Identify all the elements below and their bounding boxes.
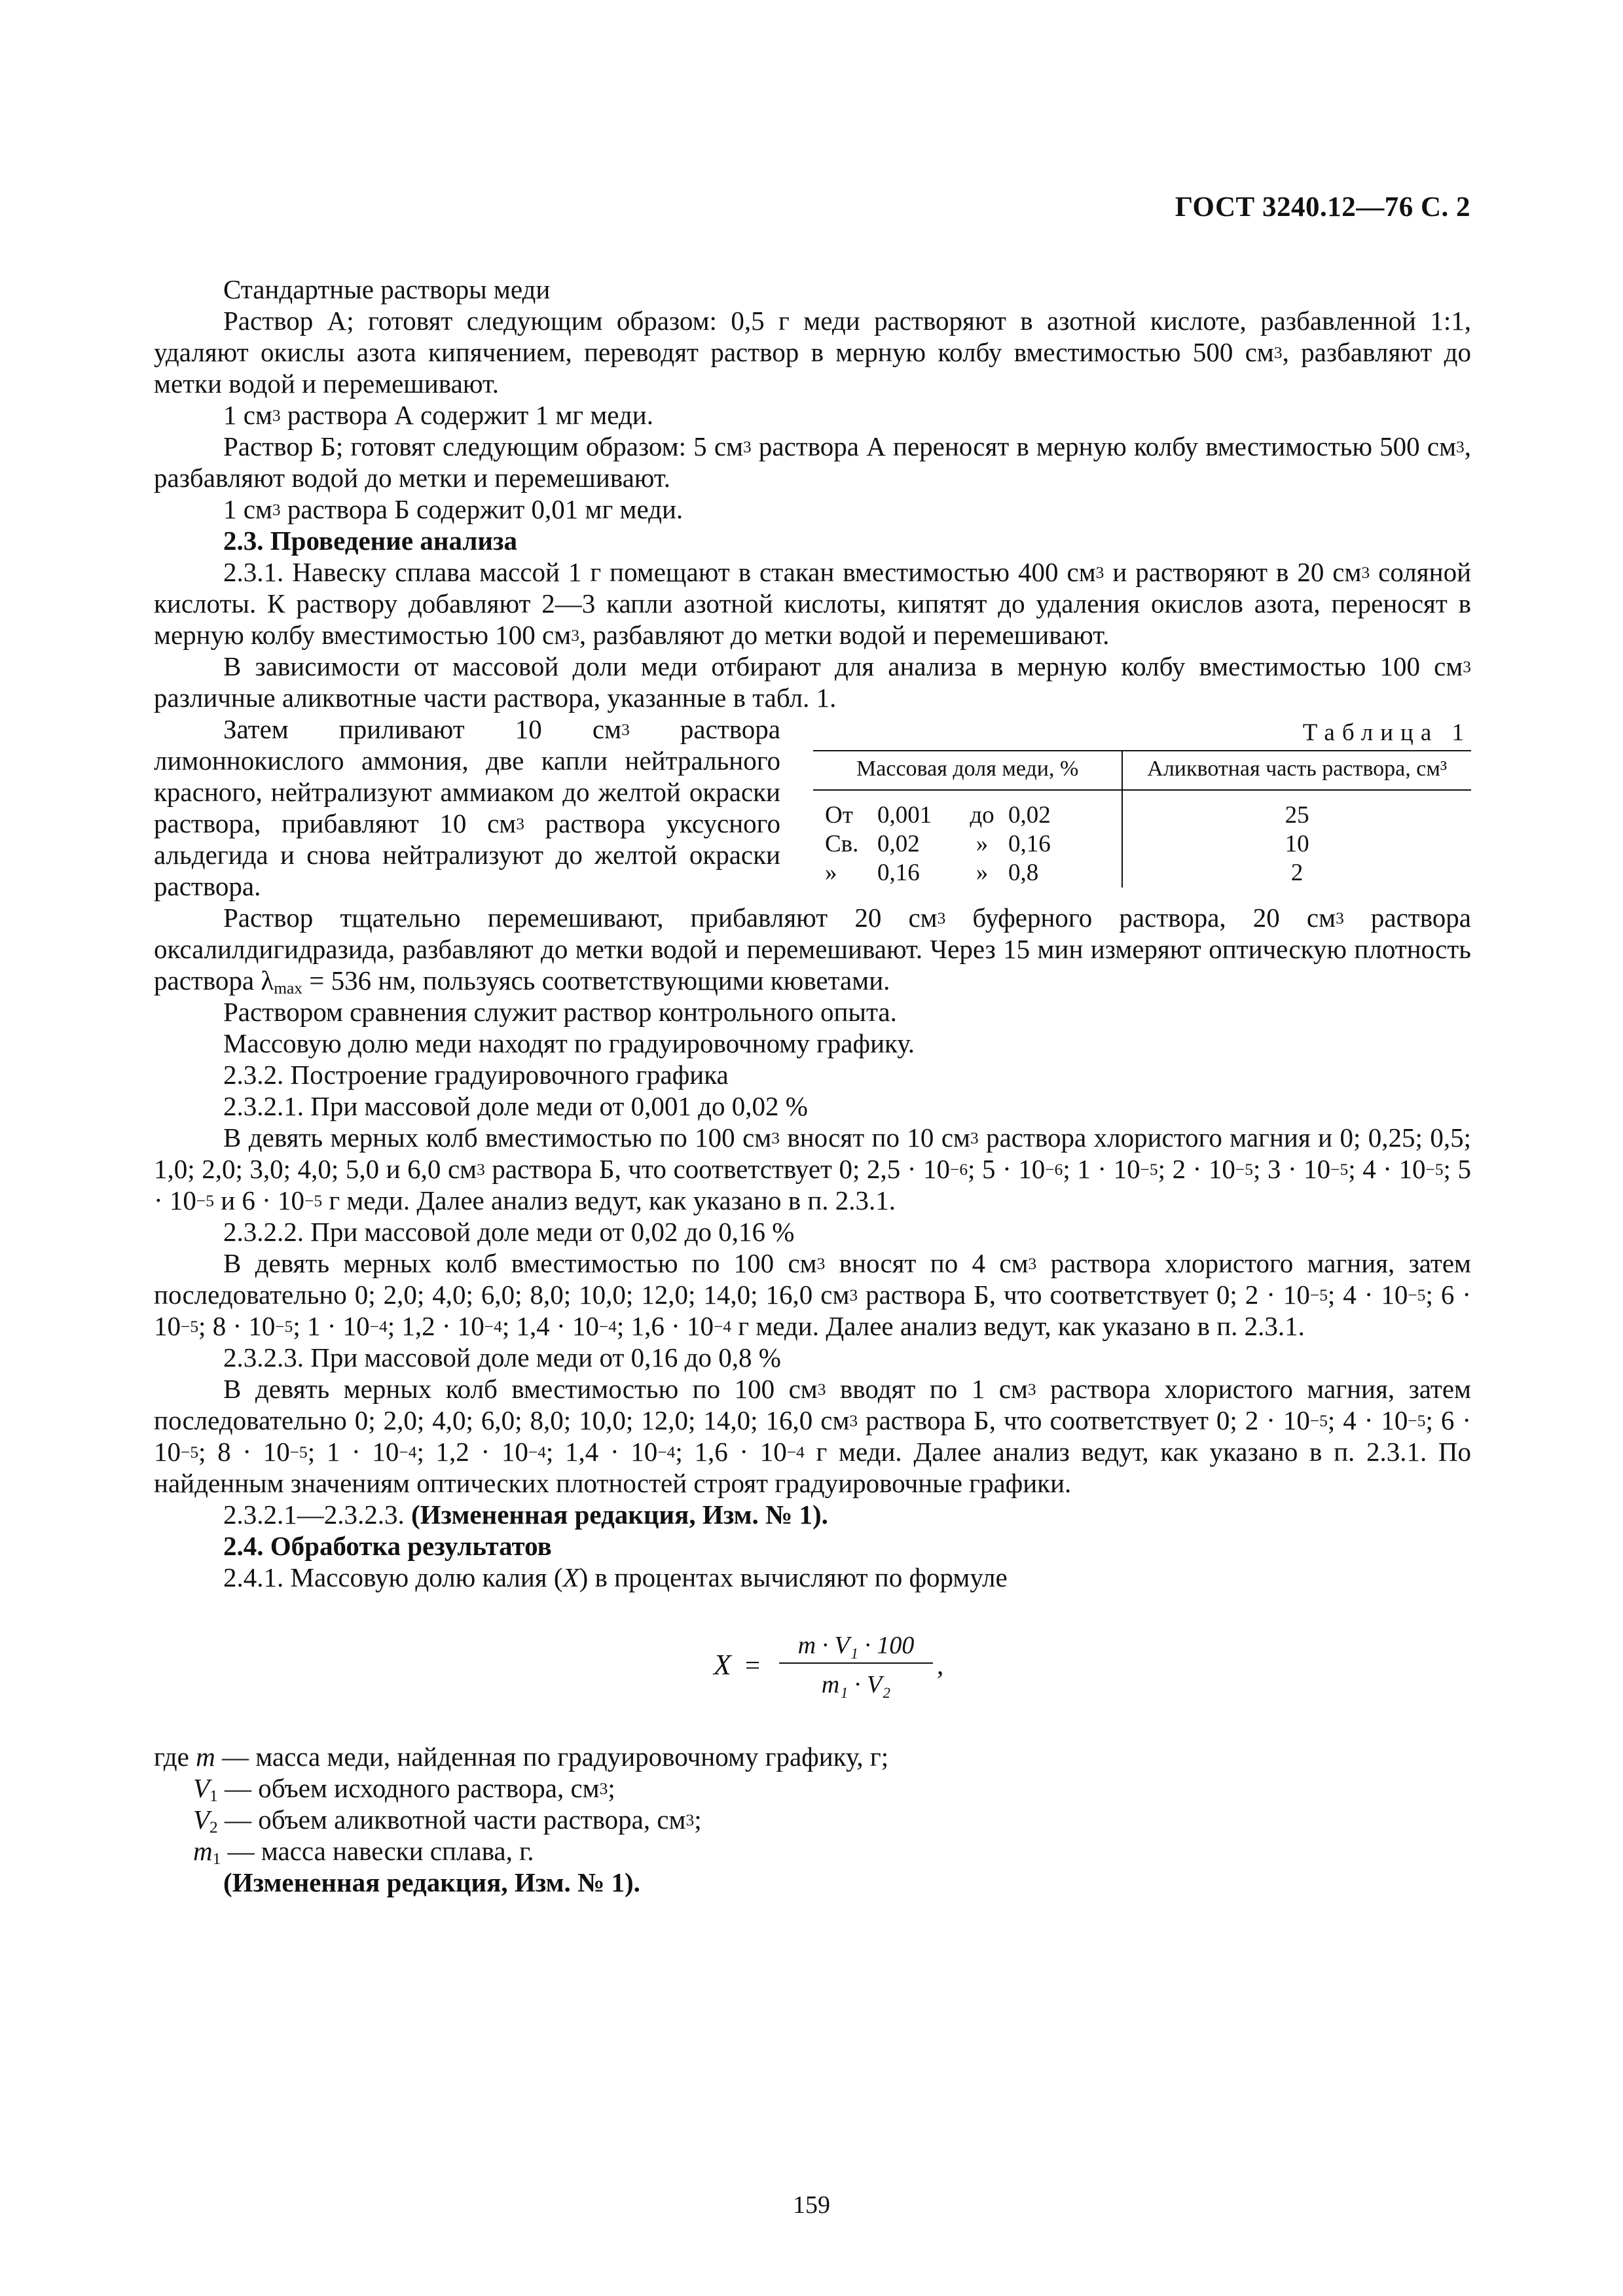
formula-comma: , — [937, 1650, 944, 1680]
paragraph: В зависимости от массовой доли меди отбирают для анализа в мерную колбу вместимостью 100 $см^3$ различные аликвотные части раствора, указанные в табл. 1. — [154, 651, 1471, 713]
paragraph: В девять мерных колб вместимостью по 100 $см^3$ вносят по 10 $см^3$ раствора хлористого магния и 0; 0,25; 0,5; 1,0; 2,0; 3,0; 4,0; 5,0 и 6,0 $см^3$ раствора Б, что соответствует 0; $2,5 \cdot 10^{-6}$; $5 \cdot 10^{-6}$; $1 \cdot 10^{-5}$; $2 \cdot 10^{-5}$; $3 \cdot 10^{-5}$; $4 \cdot 10^{-5}$; $5 \cdot 10^{-5}$ и $6 \cdot 10^{-5}$ г меди. Далее анализ ведут, как указано в п. 2.3.1. — [154, 1122, 1471, 1215]
paragraph: 2.3.1. Навеску сплава массой 1 г помещают в стакан вместимостью 400 $см^3$ и растворяют в 20 $см^3$ соляной кислоты. К раствору добавляют 2—3 капли азотной кислоты, кипятят до удаления окислов азота, переносят в мерную колбу вместимостью 100 $см^3$, разбавляют до метки водой и перемешивают. — [154, 557, 1472, 650]
formula-denominator: m₁ · V₂ — [821, 1671, 891, 1698]
definition-m: где m — масса меди, найденная по градуировочному графику, г; — [154, 1742, 889, 1772]
table-header-mass-fraction: Массовая доля меди, % — [813, 751, 1122, 790]
formula-lhs: X — [714, 1649, 731, 1681]
paragraph: 2.4.1. Массовую долю калия (X) в процентах вычисляют по формуле — [223, 1562, 1008, 1592]
document-body — [154, 274, 1471, 1898]
paragraph: В девять мерных колб вместимостью по 100 $см^3$ вводят по 1 $см^3$ раствора хлористого магния, затем последовательно 0; 2,0; 4,0; 6,0; 8,0; 10,0; 12,0; 14,0; 16,0 $см^3$ раствора Б, что соответствует 0; $2 \cdot 10^{-5}$; $4 \cdot 10^{-5}$; $6 \cdot 10^{-5}$; $8 \cdot 10^{-5}$; $1 \cdot 10^{-4}$; $1,2 \cdot 10^{-4}$; $1,4 \cdot 10^{-4}$; $1,6 \cdot 10^{-4}$ г меди. Далее анализ ведут, как указано в п. 2.3.1. По найденным значениям оптических плотностей строят градуировочные графики. — [154, 1374, 1472, 1498]
paragraph: Раствор А; готовят следующим образом: 0,5 г меди растворяют в азотной кислоте, разбавленной 1:1, удаляют окислы азота кипячением, переводят раствор в мерную колбу вместимостью 500 $см^3$, разбавляют до метки водой и перемешивают. — [154, 306, 1471, 399]
variable-definitions — [154, 1741, 1471, 1898]
table-row: Св. 0,02 » 0,16 10 — [813, 830, 1471, 859]
paragraph: В девять мерных колб вместимостью по 100 $см^3$ вносят по 4 $см^3$ раствора хлористого магния, затем последовательно 0; 2,0; 4,0; 6,0; 8,0; 10,0; 12,0; 14,0; 16,0 $см^3$ раствора Б, что соответствует 0; $2 \cdot 10^{-5}$; $4 \cdot 10^{-5}$; $6 \cdot 10^{-5}$; $8 \cdot 10^{-5}$; $1 \cdot 10^{-4}$; $1,2 \cdot 10^{-4}$; $1,4 \cdot 10^{-4}$; $1,6 \cdot 10^{-4}$ г меди. Далее анализ ведут, как указано в п. 2.3.1. — [154, 1248, 1471, 1341]
formula — [154, 1630, 1471, 1708]
page-number: 159 — [793, 2191, 830, 2219]
table-row: » 0,16 » 0,8 2 — [813, 859, 1471, 888]
table-header-aliquot: Аликвотная часть раствора, см³ — [1122, 751, 1471, 790]
paragraph: 2.3.2.2. При массовой доле меди от 0,02 до 0,16 % — [223, 1217, 795, 1247]
formula-equals: = — [745, 1650, 761, 1680]
section-heading: 2.4. Обработка результатов — [223, 1531, 552, 1561]
definition-v1: $V_1$ — объем исходного раствора, $см^3$; — [193, 1773, 615, 1806]
paragraph: Раствором сравнения служит раствор контрольного опыта. — [223, 997, 897, 1027]
paragraph: 2.3.2.3. При массовой доле меди от 0,16 до 0,8 % — [223, 1342, 781, 1372]
paragraph: Массовую долю меди находят по градуировочному графику. — [223, 1028, 915, 1058]
paragraph: Затем приливают 10 $см^3$ раствора лимоннокислого аммония, две капли нейтрального красного, нейтрализуют аммиаком до желтой окраски раствора, прибавляют 10 $см^3$ раствора уксусного альдегида и снова нейтрализуют до желтой окраски раствора. — [154, 714, 780, 901]
paragraph: Стандартные растворы меди — [223, 274, 551, 304]
paragraph: 2.3.2.1—2.3.2.3. (Измененная редакция, Изм. № 1). — [223, 1499, 828, 1530]
definition-m1: $m_1$ — масса навески сплава, г. — [193, 1836, 534, 1869]
table-section — [154, 713, 1471, 996]
paragraph: 1 $см^3$ раствора А содержит 1 мг меди. — [223, 400, 653, 430]
paragraph: Раствор Б; готовят следующим образом: 5 $см^3$ раствора А переносят в мерную колбу вместимостью 500 $см^3$, разбавляют водой до метки и перемешивают. — [154, 431, 1471, 493]
section-heading: 2.3. Проведение анализа — [223, 526, 517, 556]
fraction-bar — [779, 1662, 933, 1664]
page-header: ГОСТ 3240.12—76 С. 2 — [1175, 192, 1470, 223]
definition-v2: $V_2$ — объем аликвотной части раствора, $см^3$; — [193, 1804, 702, 1837]
table-1 — [813, 719, 1471, 888]
paragraph: 2.3.2. Построение градуировочного графика — [223, 1060, 729, 1090]
paragraph: Раствор тщательно перемешивают, прибавляют 20 $см^3$ буферного раствора, 20 $см^3$ раствора оксалилдигидразида, разбавляют до метки водой и перемешивают. Через 15 мин измеряют оптическую плотность раствора $\lambda_{max} = 536$ нм, пользуясь соответствующими кюветами. — [154, 903, 1471, 996]
aliquot-table — [813, 750, 1471, 888]
table-row: От 0,001 до 0,02 25 — [813, 790, 1471, 830]
paragraph: 1 $см^3$ раствора Б содержит 0,01 мг меди. — [223, 494, 684, 524]
paragraph: 2.3.2.1. При массовой доле меди от 0,001 до 0,02 % — [223, 1091, 808, 1121]
formula-numerator: m · V₁ · 100 — [797, 1632, 915, 1659]
amendment-note: (Измененная редакция, Изм. № 1). — [223, 1867, 640, 1897]
table-caption: Таблица 1 — [1302, 719, 1471, 746]
